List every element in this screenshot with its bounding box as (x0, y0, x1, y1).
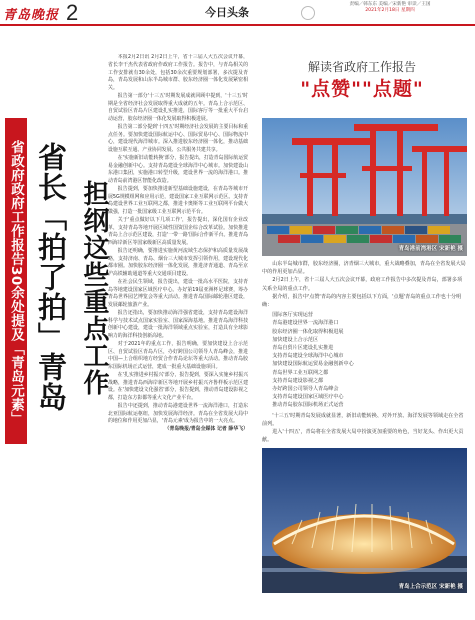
keyword-item: 青岛自贸片区建设扎实推进 (272, 345, 334, 352)
port-cranes-image (262, 118, 467, 256)
intro-paragraph: 2月2日上午，省十三届人大五次会议开幕，政府工作报告中多次提及青岛，部署多项关系全局的重点工作。 (262, 277, 463, 292)
body-paragraph: 报告还明确，要推进实施黄河流域生态保护和高质量发展战略，支持济南、青岛、烟台三大城市发挥引领作用，建设现代化都市圈。加快胶东经济圈一体化发展，推进济青通道、青岛至京沪高铁辅助通道等重大交通项目建设。 (108, 247, 248, 277)
page-number: 2 (66, 0, 79, 25)
body-paragraph: 在'扎实推进乡村振兴'部分，报告提到，要深入实施乡村振兴战略，推进青岛西海岸新区等地开展乡村振兴齐鲁样板示范区建设。在'加快建设文化强省'部分，报告提到，推动青岛建设影视之都，打造东方影都等重大文化产业平台。 (108, 371, 248, 401)
keyword-item: 国际客厅实现运营 (272, 312, 313, 319)
body-paragraph: 报告中还提到，推动青岛港建设世界一流海洋港口，打造东北亚国际航运枢纽，加快发展海洋经济。青岛在全省发展大局中的地位和作用更加凸显，'青岛元素'成为报告中的一大亮点。 (108, 402, 248, 425)
page-header (0, 0, 475, 26)
body-paragraph: 对于2021年的重点工作，报告明确，要加快建设上合示范区、自贸试验区青岛片区，办好跨国公司领导人青岛峰会，推进中国—上合组织地方经贸合作青岛论坛等重大活动。推动青岛胶东国际机场正式运营，建成一批重大基础设施项目。 (108, 340, 248, 370)
photo-caption: 青岛上合示范区 宋新艳 摄 (398, 584, 463, 590)
kicker-banner: 省政府政府工作报告30余处提及「青岛元素」 (5, 118, 27, 444)
feature-title: "点赞""点题" (300, 78, 424, 100)
feature-tail (262, 412, 467, 445)
intro-paragraph: 山东半岛城市群，胶东经济圈，济青烟三大城市，重大战略叠加，青岛在全省发展大局中的作用更加凸显。 (262, 261, 466, 276)
photo-caption: 青岛港前湾港区 宋新艳 摄 (398, 246, 463, 252)
keyword-item: 办好跨国公司领导人青岛峰会 (272, 386, 339, 393)
headline-sub: 担纲这些重点工作 (79, 180, 109, 396)
body-paragraph: 报告还指出，要加快推动海洋强省建设，支持青岛建设海洋科学与技术试点国家实验室、国家深海基地。推进青岛海洋科技创新中心建设，建设一批海洋领域重点实验室，打造具有全球影响力的海洋科技创新高地。 (108, 309, 248, 339)
body-paragraph: 在'实施新旧动能转换'部分，报告提出，打造青岛国际航运贸易金融创新中心。支持青岛建设全球海洋中心城市。加快建设山东港口集团，实施港口转型升级，建设世界一流的海洋港口。推动青岛前湾港区智能化改造。 (108, 154, 248, 184)
keyword-item: 加快建设上合示范区 (272, 336, 319, 343)
body-paragraph: 报告第一部分'十三五'时期发展成就回顾中提到，'十三五'时期是全省经济社会发展取得重大成就的五年。青岛上合示范区、自贸试验区青岛片区建设扎实推进，国际客厅等一批重大平台启动运营，胶东经济圈一体化发展取得积极进展。 (108, 92, 248, 122)
stadium-photo (262, 448, 467, 593)
keyword-item: 支持青岛建设全球海洋中心城市 (272, 353, 344, 360)
keyword-item: 加快建设国际航运贸易金融创新中心 (272, 361, 354, 368)
body-paragraph: 报告提到，要加快推进新型基础设施建设，在青岛等城市开展5G规模组网和应用示范，建设国家工业互联网示范区。支持青岛建设世界工业互联网之都，推进卡奥斯等工业互联网平台做大做强，打造一批国家级工业互联网示范平台。 (108, 185, 248, 215)
keyword-item: 推动青岛胶东国际机场正式运营 (272, 402, 344, 409)
keyword-item: 支持青岛建设影视之都 (272, 377, 324, 384)
tail-paragraph: '十三五'时期青岛发展成就显著，新旧动能转换、对外开放、海洋发展等领域走在全省前列。 (262, 412, 464, 427)
keyword-item: 青岛世界工业互联网之都 (272, 369, 329, 376)
port-photo (262, 118, 467, 256)
body-paragraph: 在社会民生领域，报告提出，建设一批高水平医院，支持青岛等地建设国家区域医疗中心。办好第19届亚洲杯足球赛，筹办青岛世界园艺博览会等重大活动。推进青岛国际邮轮港区建设，发展邮轮旅游产业。 (108, 278, 248, 308)
feature-text (262, 260, 467, 444)
editor-line: 责编／韩东东 美编／宋新艳 审读／王国 (349, 2, 431, 7)
keyword-item: 青岛港建设世界一流海洋港口 (272, 320, 339, 327)
article-body (108, 54, 248, 599)
keyword-list (262, 311, 467, 409)
header-meta (315, 2, 465, 14)
headline-main: 省长「拍了拍」青岛 (34, 142, 68, 412)
body-paragraph: 关于'重点做好以下几项工作'，报告提出，深化国有企业改革，支持青岛等地开展区域性国资国企综合改革试验。加快推进青岛上合示范区建设，打造'一带一路'国际合作新平台。推进青岛西海岸新区等国家级新区高质量发展。 (108, 216, 248, 246)
intro-paragraph: 据介绍，报告中'点赞'青岛的内容主要包括以下方面，'点题'青岛的重点工作也十分明确： (262, 293, 462, 309)
emblem-icon (301, 6, 315, 20)
issue-date: 2021年2月18日 星期四 (365, 8, 415, 13)
tail-paragraph: 进入'十四五'，青岛将在全省发展大局中扮演更加重要的角色，当好龙头、作出更大贡献。 (262, 429, 464, 444)
body-paragraph: 报告第二部分提到'十四五'时期经济社会发展的主要目标和重点任务。要加快建设国际航运中心、国际贸易中心、国际物流中心，建设现代海洋城市。深入推进胶东经济圈一体化，推动基础设施互联互通、产业协同发展、公共服务共建共享。 (108, 123, 248, 153)
byline: （青岛晚报/青岛全媒体 记者 薛华飞） (164, 426, 248, 432)
stadium-night-image (262, 448, 467, 593)
keyword-item: 胶东经济圈一体化取得积极进展 (272, 328, 344, 335)
section-title: 今日头条 (205, 6, 249, 19)
newspaper-logo: 青岛晚报 (3, 8, 60, 23)
feature-subtitle: 解读省政府工作报告 (307, 60, 416, 74)
keyword-item: 支持青岛建设国家区域医疗中心 (272, 394, 344, 401)
body-paragraph: 本报2月2日讯 2月2日上午，省十三届人大五次会议开幕，省长李干杰代表省政府作政府工作报告。报告中，与青岛相关的工作安排就有30余处，包括30余次重要规划部署，多次提及青岛，青岛发展和山东半岛城市群、胶东经济圈一体化发展紧密相关。 (108, 54, 248, 91)
